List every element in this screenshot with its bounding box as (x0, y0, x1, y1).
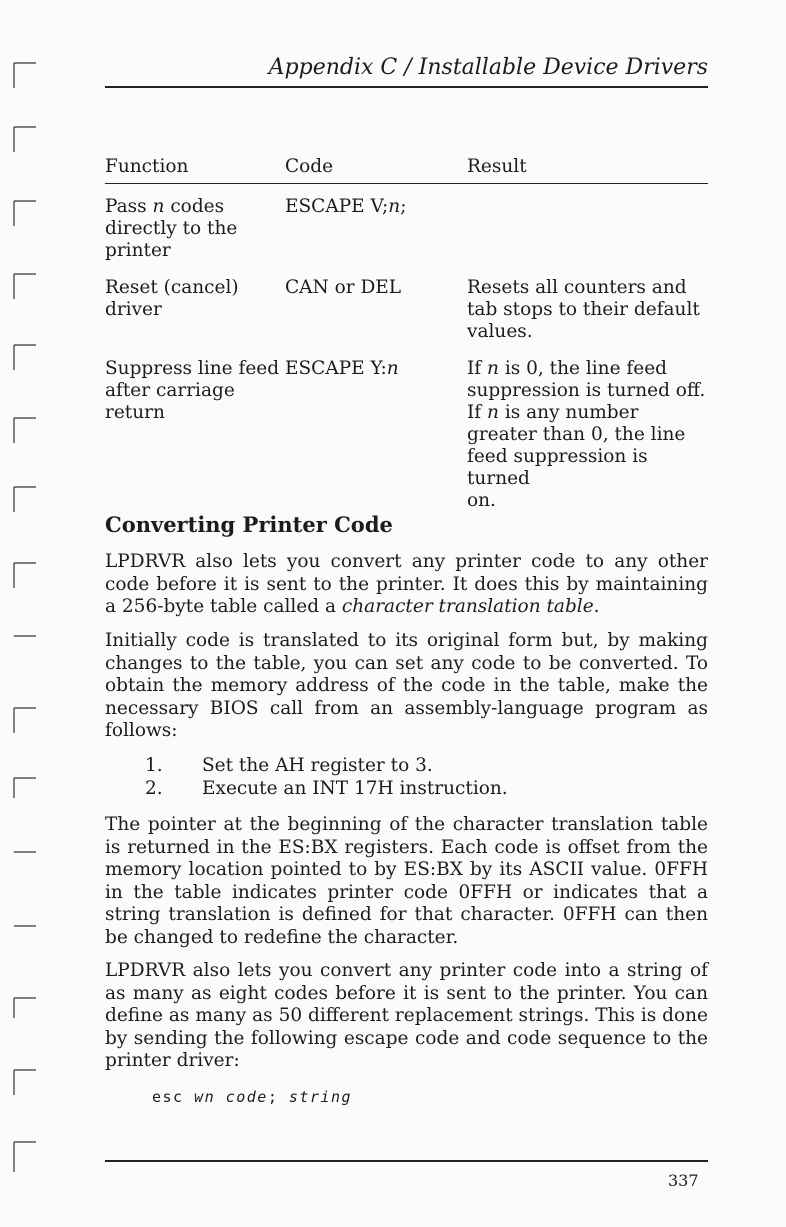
header-function: Function (105, 156, 189, 177)
numbered-list (145, 755, 705, 800)
paragraph: LPDRVR also lets you convert any printer code to any other code before it is sent to the printer. It does this by maintaining a 256-byte table called a character translation table. (105, 551, 708, 617)
page-number: 337 (668, 1171, 699, 1190)
table-header-row (105, 156, 708, 184)
code-cell: ESCAPE V;n; (285, 196, 407, 217)
function-cell: Suppress line feed after carriage return (105, 358, 280, 423)
running-header: Appendix C / Installable Device Drivers (105, 55, 708, 88)
result-cell: Resets all counters and tab stops to their default values. (467, 277, 700, 342)
code-example: esc wn code; string (152, 1088, 353, 1106)
section-heading: Converting Printer Code (105, 512, 393, 537)
header-code: Code (285, 156, 334, 177)
paragraph: The pointer at the beginning of the character translation table is returned in the ES:BX registers. Each code is offset from the memory location pointed to by ES:BX by its ASCII value. 0FFH in the table indicates printer code 0FFH or indicates that a string translation is defined for that character. 0FFH can then be changed to redefine the character. (105, 814, 708, 948)
list-item: 1. Set the AH register to 3. (145, 755, 433, 776)
function-cell: Pass n codes directly to the printer (105, 196, 238, 261)
footer-rule (105, 1160, 708, 1162)
binding-hole-marks (0, 0, 60, 1227)
code-cell: CAN or DEL (285, 277, 402, 298)
header-result: Result (467, 156, 527, 177)
list-item: 2. Execute an INT 17H instruction. (145, 777, 508, 799)
code-cell: ESCAPE Y:n (285, 358, 399, 379)
result-cell: If n is 0, the line feed suppression is turned off. If n is any number greater than 0, the line feed suppression is turned on. (467, 358, 706, 511)
paragraph: LPDRVR also lets you convert any printer code into a string of as many as eight codes before it is sent to the printer. You can define as many as 50 different replacement strings. This is done by sending the following escape code and code sequence to the printer driver: (105, 960, 708, 1071)
paragraph: Initially code is translated to its original form but, by making changes to the table, you can set any code to be converted. To obtain the memory address of the code in the table, make the necessary BIOS call from an assembly-language program as follows: (105, 630, 708, 741)
function-cell: Reset (cancel) driver (105, 277, 239, 320)
